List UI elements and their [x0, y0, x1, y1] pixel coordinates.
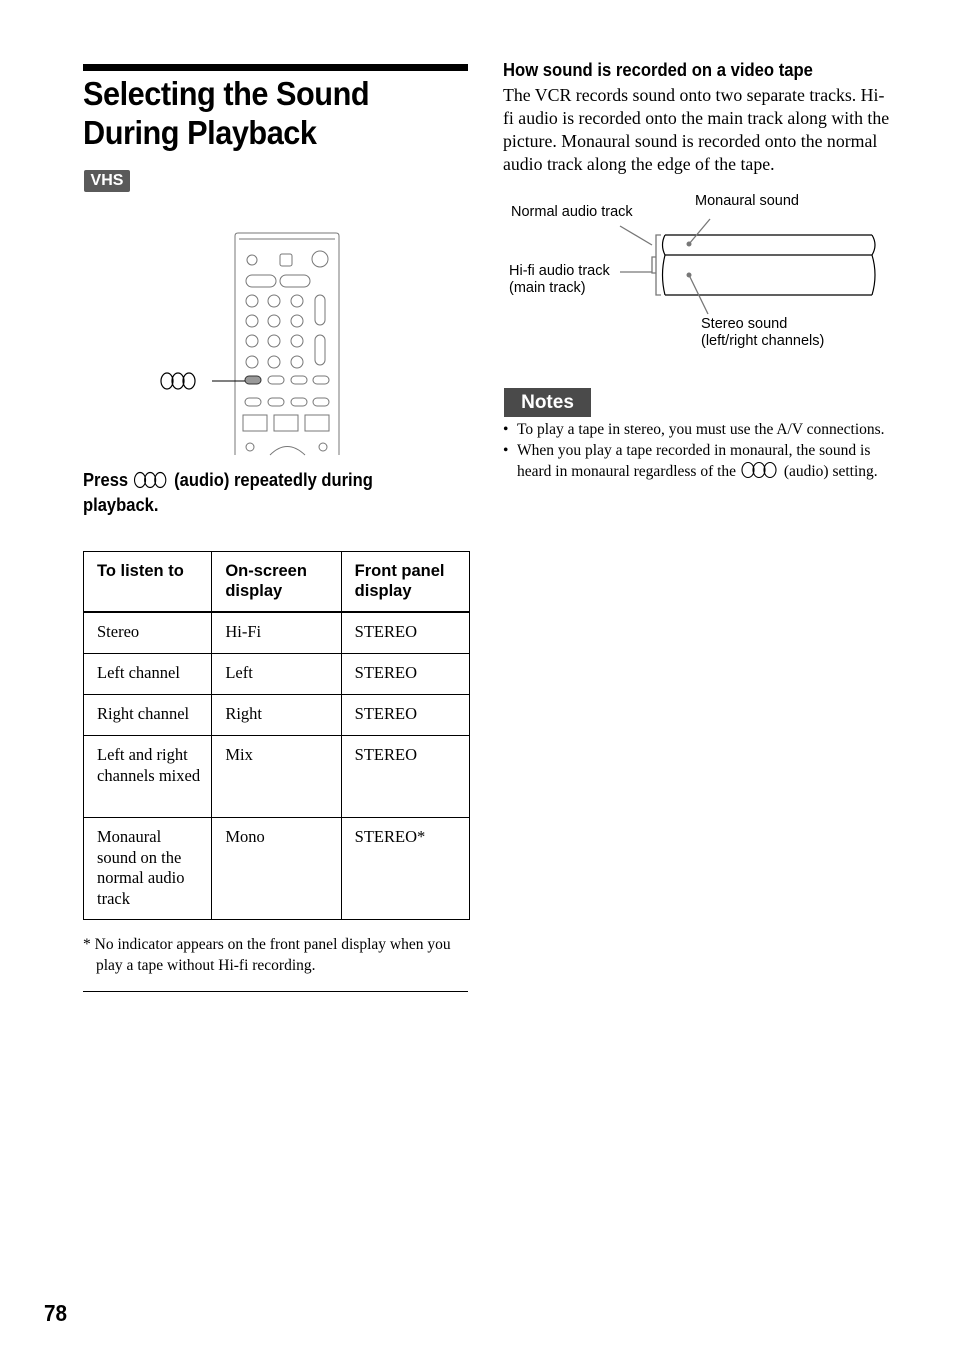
table-footnote: * No indicator appears on the front panel display when you play a tape without Hi-fi recording. [83, 936, 451, 974]
table-cell: Mix [212, 736, 341, 818]
table-cell: Mono [212, 818, 341, 920]
hifi-track-label-line2: (main track) [509, 280, 586, 296]
table-cell: Stereo [84, 612, 212, 654]
table-cell: Right channel [84, 695, 212, 736]
table-cell: STEREO [341, 612, 469, 654]
table-header: On-screen display [212, 552, 341, 613]
remote-control-illustration [150, 228, 350, 458]
table-cell: Hi-Fi [212, 612, 341, 654]
monaural-sound-label: Monaural sound [695, 193, 799, 209]
instruction-text [83, 468, 437, 518]
audio-icon [740, 461, 780, 479]
page-number: 78 [44, 1300, 68, 1326]
table-cell: Left [212, 654, 341, 695]
table-header-row [84, 552, 470, 613]
table-cell: STEREO* [341, 818, 469, 920]
instruction-suffix: (audio) repeatedly during playback. [83, 470, 373, 515]
stereo-sound-label-line2: (left/right channels) [701, 333, 825, 349]
table-row [84, 654, 470, 695]
table-row [84, 736, 470, 818]
section-divider [83, 991, 468, 992]
table-header: To listen to [84, 552, 212, 613]
section-heading: How sound is recorded on a video tape [503, 59, 813, 80]
note-text-after-icon: (audio) setting. [783, 463, 878, 480]
audio-icon [133, 471, 170, 489]
notes-badge: Notes [504, 388, 591, 417]
normal-track-label: Normal audio track [511, 204, 633, 220]
table-cell: Right [212, 695, 341, 736]
title-rule [83, 64, 468, 71]
note-item [503, 420, 893, 441]
notes-list [503, 420, 893, 483]
table-cell: Left channel [84, 654, 212, 695]
table-cell: Monaural sound on the normal audio track [84, 818, 212, 920]
note-text: When you play a tape recorded in monaural, the sound is heard in monaural regardless of the [517, 441, 871, 480]
page-title: Selecting the Sound During Playback [83, 75, 370, 151]
note-item [503, 441, 893, 483]
table-cell: STEREO [341, 695, 469, 736]
table-row [84, 612, 470, 654]
sound-table [83, 551, 470, 920]
table-row [84, 818, 470, 920]
instruction-prefix: Press [83, 470, 129, 490]
hifi-track-label-line1: Hi-fi audio track [509, 263, 610, 279]
table-cell: STEREO [341, 736, 469, 818]
table-cell: STEREO [341, 654, 469, 695]
vhs-badge: VHS [84, 170, 130, 192]
note-text: To play a tape in stereo, you must use the A/V connections. [517, 421, 885, 438]
section-body: The VCR records sound onto two separate tracks. Hi-fi audio is recorded onto the main track along with the picture. Monaural sound is recorded onto the normal audio track along the edge of the tape. [503, 85, 890, 174]
stereo-sound-label-line1: Stereo sound [701, 316, 788, 332]
tape-track-diagram [600, 215, 885, 335]
table-header: Front panel display [341, 552, 469, 613]
table-cell: Left and right channels mixed [84, 736, 212, 818]
hifi-track-label [509, 263, 610, 297]
table-row [84, 695, 470, 736]
